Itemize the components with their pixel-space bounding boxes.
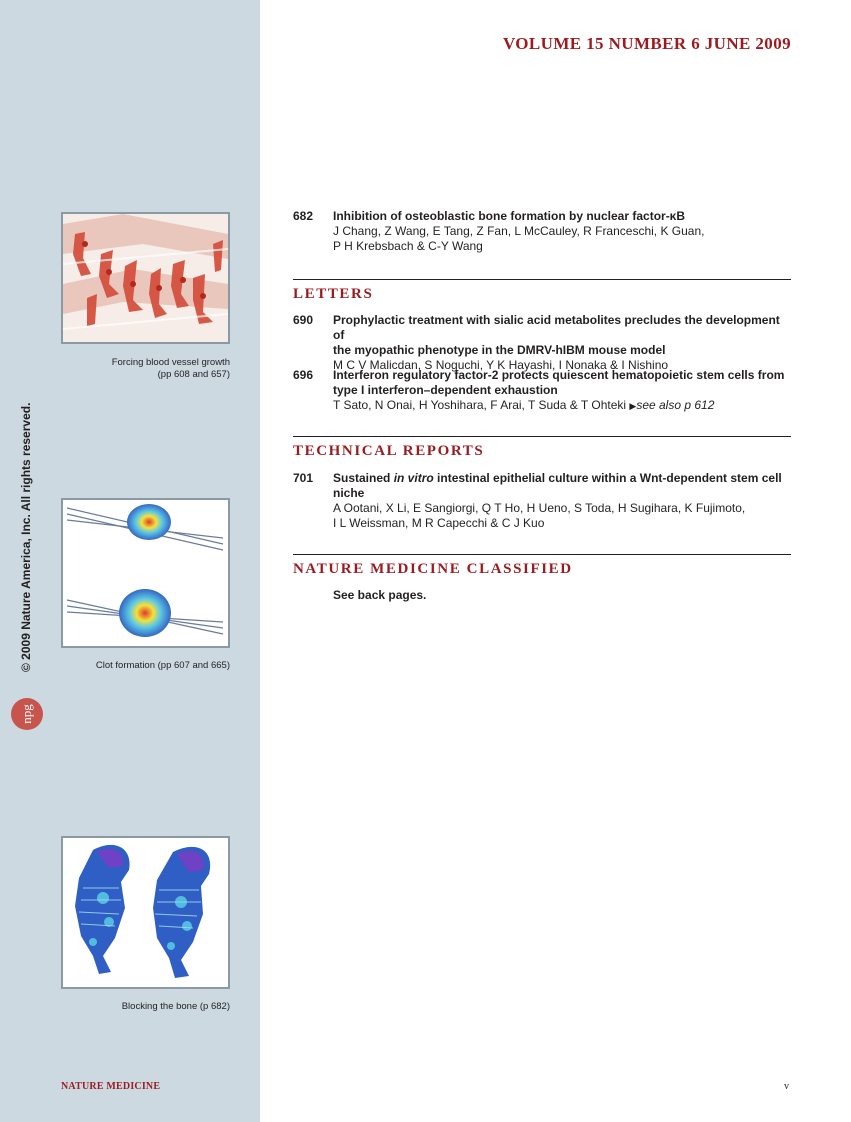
article-authors: T Sato, N Onai, H Yoshihara, F Arai, T Suda & T Ohteki [333,398,627,412]
article-title[interactable]: Prophylactic treatment with sialic acid metabolites precludes the development of [333,313,780,342]
article-entry[interactable] [293,209,791,254]
article-page-number: 701 [293,471,314,485]
figure-blood-vessel-image[interactable] [61,212,230,344]
footer-journal-name: NATURE MEDICINE [61,1081,161,1092]
copyright-notice: © 2009 Nature America, Inc. All rights reserved. [19,402,33,672]
see-also-link[interactable]: see also p 612 [636,398,715,412]
article-page-number: 690 [293,313,314,327]
article-authors: P H Krebsbach & C-Y Wang [333,239,483,253]
article-entry[interactable] [293,471,791,531]
article-title[interactable]: type I interferon–dependent exhaustion [333,383,558,397]
article-authors: A Ootani, X Li, E Sangiorgi, Q T Ho, H Ueno, S Toda, H Sugihara, K Fujimoto, [333,501,746,515]
see-also-arrow-icon: ▶ [629,401,637,411]
npg-logo-text: npg [19,704,34,724]
article-authors: J Chang, Z Wang, E Tang, Z Fan, L McCauley, R Franceschi, K Guan, [333,224,705,238]
figure-bone-image[interactable] [61,836,230,989]
article-title[interactable]: niche [333,486,365,500]
article-title[interactable]: the myopathic phenotype in the DMRV-hIBM mouse model [333,343,666,357]
title-segment: intestinal epithelial culture within a Wnt-dependent stem cell [433,471,782,485]
figure-bone-caption [122,1001,230,1013]
section-heading-classified: NATURE MEDICINE CLASSIFIED [293,561,573,577]
article-title[interactable]: Interferon regulatory factor-2 protects quiescent hematopoietic stem cells from [333,368,785,382]
caption-line: (pp 608 and 657) [157,369,230,380]
figure-clot-formation-image[interactable] [61,498,230,648]
npg-logo [10,697,44,731]
figure-blood-vessel-caption [112,357,230,381]
article-authors: M C V Malicdan, S Noguchi, Y K Hayashi, I Nonaka & I Nishino [333,358,669,372]
caption-line: Blocking the bone (p 682) [121,1001,230,1012]
classified-text[interactable]: See back pages. [333,588,427,602]
title-segment: Sustained [333,471,394,485]
article-entry[interactable] [293,368,791,414]
section-divider [293,436,791,437]
footer-page-numeral: v [784,1081,789,1092]
article-authors-line [333,398,791,414]
figure-clot-formation-caption [96,660,230,672]
section-divider [293,279,791,280]
article-authors: I L Weissman, M R Capecchi & C J Kuo [333,516,545,530]
section-heading-technical-reports: TECHNICAL REPORTS [293,443,485,459]
article-page-number: 682 [293,209,314,223]
volume-issue-line: VOLUME 15 NUMBER 6 JUNE 2009 [502,34,791,53]
article-entry[interactable] [293,313,791,373]
classified-entry [293,588,791,603]
caption-line: Clot formation (pp 607 and 665) [95,660,230,671]
section-heading-letters: LETTERS [293,286,374,302]
caption-line: Forcing blood vessel growth [111,357,230,368]
article-title[interactable]: Inhibition of osteoblastic bone formation by nuclear factor-κB [333,209,686,223]
section-divider [293,554,791,555]
article-page-number: 696 [293,368,314,382]
title-italic-segment: in vitro [393,471,434,485]
article-title[interactable] [333,471,791,486]
